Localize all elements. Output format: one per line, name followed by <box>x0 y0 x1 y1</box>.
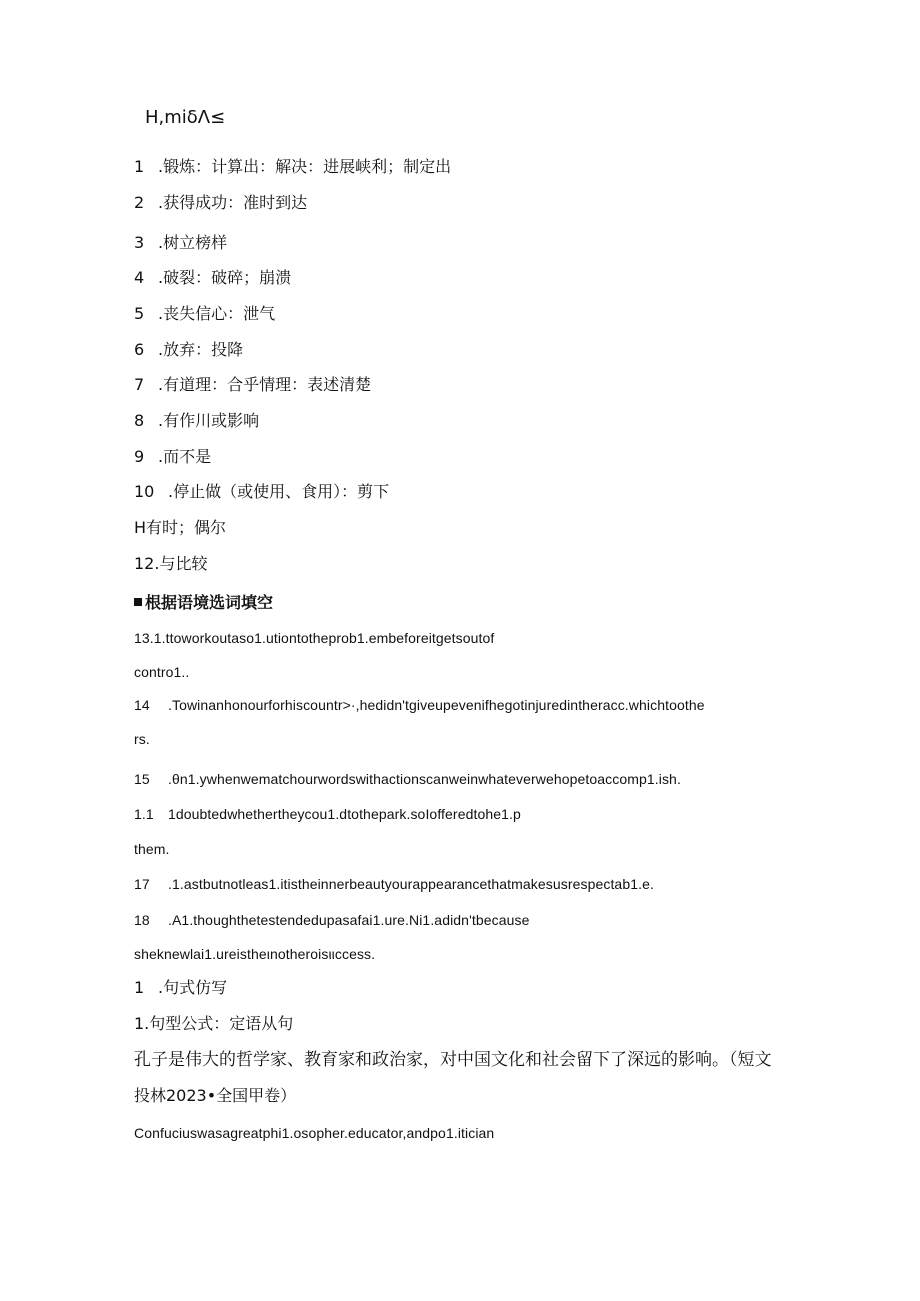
item-number: 17 <box>134 876 150 892</box>
exercise-line: them. <box>134 841 170 857</box>
item-text: .丧失信心：泄气 <box>158 304 276 323</box>
item-number: 1 <box>134 157 145 176</box>
item-text: .破裂：破碎；崩溃 <box>158 268 292 287</box>
item-number: 18 <box>134 912 150 928</box>
exercise-line: contro1.. <box>134 664 190 680</box>
exercise-text: .1.astbutnotleas1.itistheinnerbeautyourappearancethatmakesusrespectab1.e. <box>168 876 654 892</box>
section-title: 根据语境选词填空 <box>145 593 274 612</box>
item-text: .停止做（或使用、食用）：剪下 <box>168 482 390 501</box>
list-item <box>134 268 291 288</box>
item-number: 10 <box>134 482 155 501</box>
list-item <box>134 482 389 502</box>
chinese-prompt: 孔子是伟大的哲学家、教育家和政治家，对中国文化和社会留下了深远的影响。（短文 <box>134 1050 772 1070</box>
item-text: .有道理：合乎情理：表述清楚 <box>158 375 372 394</box>
list-item <box>134 447 211 467</box>
section-title: .句式仿写 <box>158 978 228 997</box>
exercise-line <box>134 695 705 715</box>
item-number: 15 <box>134 771 150 787</box>
list-item <box>134 411 259 431</box>
english-answer: Confuciuswasagreatphi1.osopher.educator,andpo1.itician <box>134 1125 495 1141</box>
exercise-text: 1doubtedwhethertheycou1.dtothepark.soIofferedtohe1.p <box>168 806 521 822</box>
exercise-line: rs. <box>134 731 150 747</box>
exercise-line <box>134 804 521 824</box>
item-text: .有作川或影响 <box>158 411 260 430</box>
item-number: 9 <box>134 447 145 466</box>
chinese-prompt: 投林2023•全国甲卷） <box>134 1086 297 1105</box>
list-item <box>134 233 227 253</box>
bullet-square-icon <box>134 598 142 606</box>
item-number: 6 <box>134 340 145 359</box>
exercise-line <box>134 874 654 894</box>
item-number: 2 <box>134 193 145 212</box>
item-text: .获得成功：准时到达 <box>158 193 308 212</box>
exercise-line: 13.1.ttoworkoutaso1.utiontotheprob1.embeforeitgetsoutof <box>134 630 495 646</box>
exercise-line: sheknewlai1.ureistheιnotheroisιιccess. <box>134 946 376 962</box>
item-number: 1 <box>134 978 145 997</box>
item-number: 8 <box>134 411 145 430</box>
item-text: .锻炼：计算出：解决：进展峡利；制定出 <box>158 157 452 176</box>
list-item <box>134 193 307 213</box>
exercise-text: .Towinanhonourforhiscountr>·,hedidn'tgiveupevenifhegotinjuredintheracc.whichtoothe <box>168 697 705 713</box>
exercise-line <box>134 769 681 789</box>
list-item: 12.与比较 <box>134 554 208 573</box>
list-item <box>134 340 243 360</box>
section-heading-fill <box>134 593 273 613</box>
list-item <box>134 304 275 324</box>
page-heading: H,miδΛ≤ <box>145 107 226 128</box>
list-item: H有时；偶尔 <box>134 518 227 537</box>
sentence-formula: 1.句型公式：定语从句 <box>134 1014 294 1033</box>
item-number: 5 <box>134 304 145 323</box>
item-number: 1.1 <box>134 806 154 822</box>
section-heading-imitation <box>134 978 227 998</box>
list-item <box>134 375 371 395</box>
item-number: 7 <box>134 375 145 394</box>
item-number: 3 <box>134 233 145 252</box>
exercise-text: .θn1.ywhenwematchourwordswithactionscanweinwhateverwehopetoaccomp1.ish. <box>168 771 681 787</box>
item-text: .树立榜样 <box>158 233 228 252</box>
item-number: 4 <box>134 268 145 287</box>
item-text: .放弃：投降 <box>158 340 244 359</box>
list-item <box>134 157 451 177</box>
item-number: 14 <box>134 697 150 713</box>
exercise-line <box>134 910 529 930</box>
item-text: .而不是 <box>158 447 212 466</box>
exercise-text: .A1.thoughthetestendedupasafai1.ure.Ni1.adidn'tbecause <box>168 912 530 928</box>
